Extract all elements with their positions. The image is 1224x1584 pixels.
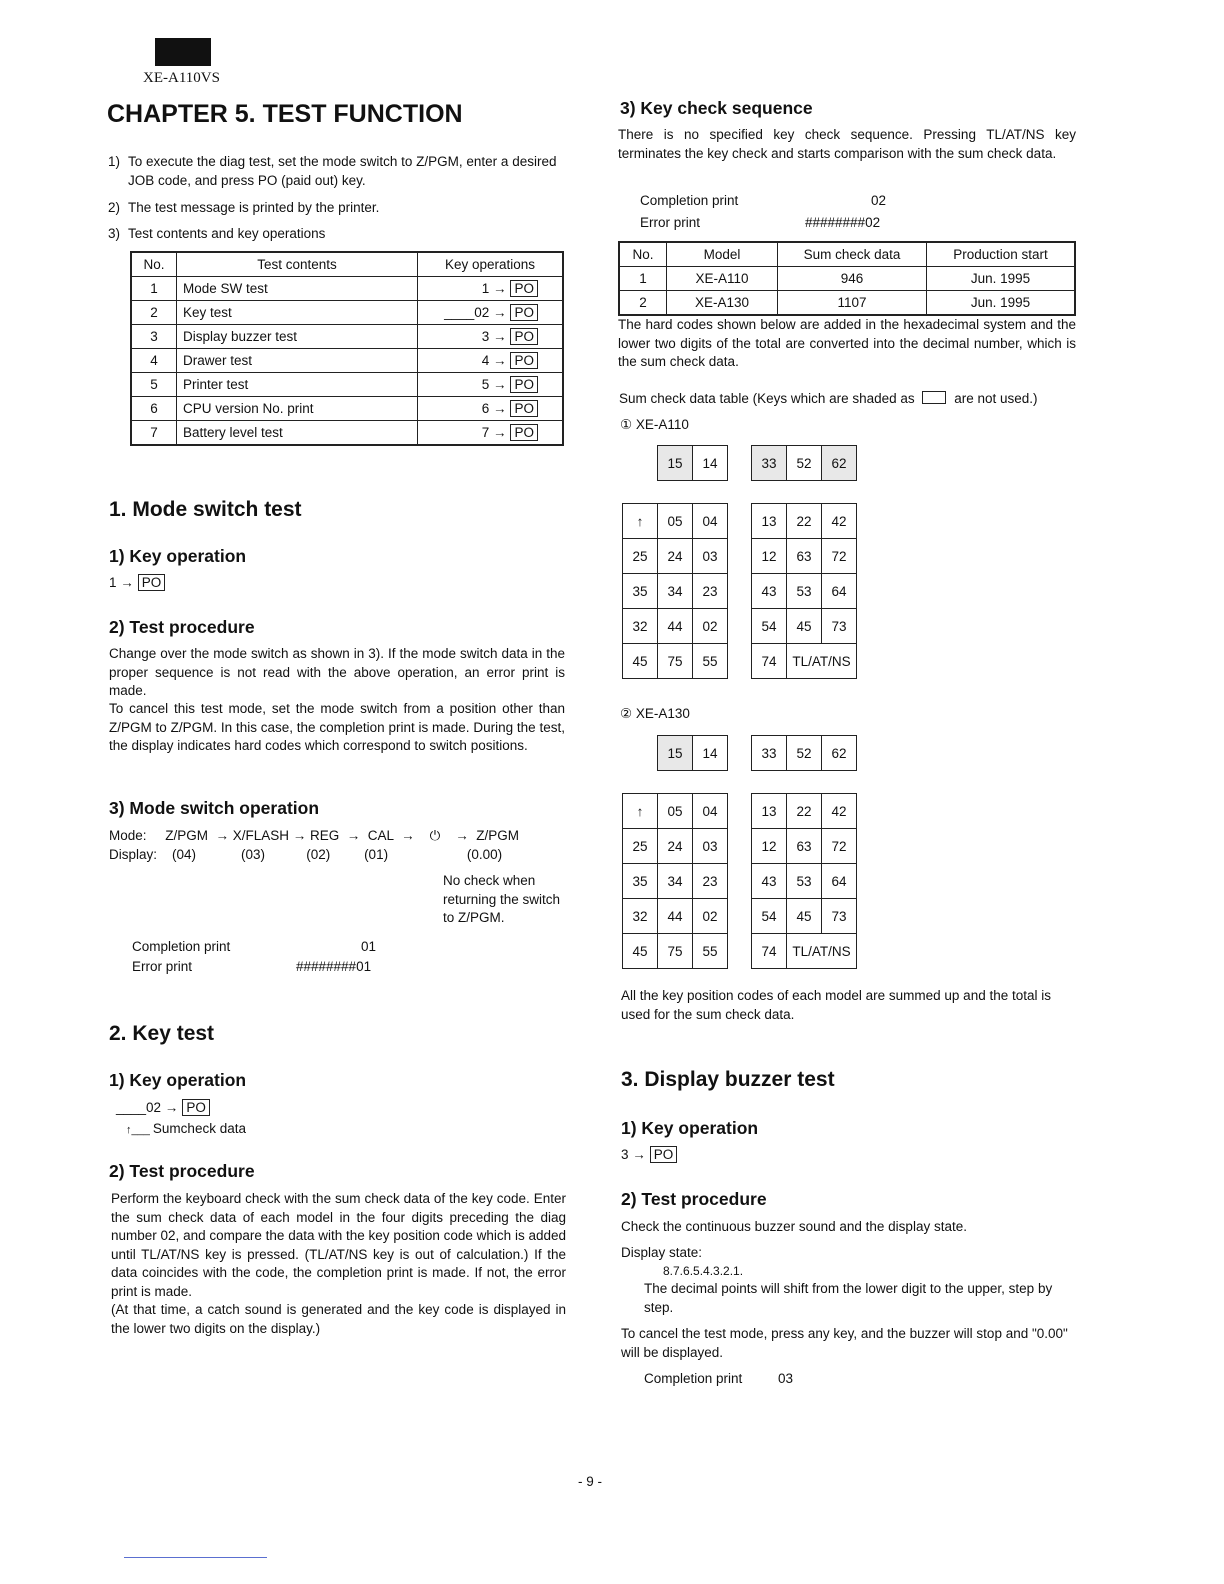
key-grid [657, 735, 728, 771]
s1-keyop [109, 574, 165, 593]
key-cell: 23 [693, 864, 728, 899]
table-row [131, 301, 563, 325]
s2-keyop-text: ____02 → [116, 1100, 179, 1115]
cell: 3 [131, 325, 177, 349]
cell: 6 [131, 397, 177, 421]
s3-proc-title: 2) Test procedure [621, 1189, 767, 1209]
s3-proc-text: Check the continuous buzzer sound and the display state. [621, 1219, 967, 1234]
s2b-text: There is no specified key check sequence. Pressing TL/AT/NS key terminates the key check and starts comparison with the sum check data. [618, 127, 1076, 161]
table-row [131, 397, 563, 421]
s1-mode-row: Mode: Z/PGM → X/FLASH → REG → CAL → ⏻ → Z/PGM [109, 828, 519, 843]
key-grid-row [623, 504, 728, 539]
cell: Mode SW test [177, 277, 418, 301]
bottom-rule [124, 1557, 267, 1558]
key-op-text: ____02 → [444, 305, 507, 320]
key-cell: 73 [822, 609, 857, 644]
table-header-row [131, 252, 563, 277]
model-table [618, 241, 1076, 316]
key-op-text: 1 → [481, 281, 507, 296]
cell [418, 325, 564, 349]
po-key: PO [510, 328, 538, 345]
po-key: PO [510, 352, 538, 369]
key-grid-row [623, 609, 728, 644]
s1-completion-label: Completion print [132, 939, 231, 954]
key-grid-row [623, 899, 728, 934]
key-grid [622, 503, 728, 679]
s3-keyop [621, 1146, 677, 1165]
key-cell: 13 [752, 504, 787, 539]
intro-item-3 [108, 225, 568, 244]
key-grid-row [658, 736, 728, 771]
key-cell: 25 [623, 539, 658, 574]
key-cell: 44 [658, 899, 693, 934]
key-cell: 54 [752, 899, 787, 934]
key-cell: 45 [623, 934, 658, 969]
cell: 946 [778, 267, 927, 291]
cell: 5 [131, 373, 177, 397]
logo-block [155, 38, 211, 66]
key-cell: 42 [822, 504, 857, 539]
key-cell: 74 [752, 644, 787, 679]
key-grid-row [623, 574, 728, 609]
key-cell: 64 [822, 574, 857, 609]
shade-swatch-icon [922, 391, 946, 404]
s2b-title: 3) Key check sequence [620, 98, 813, 118]
key-cell: 22 [787, 504, 822, 539]
po-key: PO [510, 424, 538, 441]
key-cell: 52 [787, 736, 822, 771]
s3-keyop-text: 3 → [621, 1147, 646, 1162]
s2b-error-label: Error print [640, 215, 701, 230]
col-sum: Sum check data [778, 242, 927, 267]
table-row [131, 349, 563, 373]
key-cell: 05 [658, 794, 693, 829]
key-grid-row [752, 539, 857, 574]
cell: XE-A110 [667, 267, 778, 291]
model1-label: ① XE-A110 [620, 417, 689, 432]
key-grid-row [752, 644, 857, 679]
key-grid-row [658, 446, 728, 481]
key-cell: 73 [822, 899, 857, 934]
po-key: PO [510, 304, 538, 321]
key-grid-row [623, 644, 728, 679]
table-row [619, 291, 1075, 316]
key-grid-row [752, 736, 857, 771]
cell [418, 421, 564, 446]
s2-keyop-title: 1) Key operation [109, 1070, 247, 1090]
key-cell: 15 [658, 736, 693, 771]
cell: 2 [619, 291, 667, 316]
key-cell: 34 [658, 574, 693, 609]
model2-label: ② XE-A130 [620, 706, 690, 721]
key-cell: 22 [787, 794, 822, 829]
model-header: XE-A110VS [143, 70, 220, 86]
key-cell: 05 [658, 504, 693, 539]
key-cell: 72 [822, 829, 857, 864]
key-op-text: 5 → [481, 377, 507, 392]
key-cell: 14 [693, 736, 728, 771]
s3-display-label: Display state: [621, 1245, 703, 1260]
cell: Drawer test [177, 349, 418, 373]
key-grid-row [752, 934, 857, 969]
po-key: PO [510, 376, 538, 393]
po-key: PO [510, 280, 538, 297]
table-row [131, 277, 563, 301]
chapter-title: CHAPTER 5. TEST FUNCTION [107, 100, 463, 128]
s1-note: No check when returning the switch to Z/PGM. [443, 873, 561, 925]
intro-item-2 [108, 199, 568, 218]
model2-keys [622, 735, 862, 975]
key-cell: 23 [693, 574, 728, 609]
col-keys: Key operations [418, 252, 564, 277]
intro-item-1-text: To execute the diag test, set the mode switch to Z/PGM, enter a desired JOB code, and press PO (paid out) key. [128, 154, 557, 188]
key-grid [751, 735, 857, 771]
key-cell: 02 [693, 609, 728, 644]
key-cell: 13 [752, 794, 787, 829]
s3-shift-text: The decimal points will shift from the lower digit to the upper, step by step. [644, 1281, 1053, 1315]
s2b-completion-value: 02 [871, 193, 887, 208]
col-no: No. [619, 242, 667, 267]
cell: 1 [619, 267, 667, 291]
po-key: PO [182, 1099, 210, 1116]
key-grid-row [752, 609, 857, 644]
key-cell: 63 [787, 539, 822, 574]
key-cell: 54 [752, 609, 787, 644]
s3-completion-value: 03 [778, 1371, 794, 1386]
key-cell: 04 [693, 794, 728, 829]
key-cell: 25 [623, 829, 658, 864]
key-grid-row [623, 934, 728, 969]
cell: Display buzzer test [177, 325, 418, 349]
key-grid-row [752, 446, 857, 481]
key-cell: 62 [822, 446, 857, 481]
key-grid-row [752, 899, 857, 934]
s2-proc-title: 2) Test procedure [109, 1161, 255, 1181]
key-grid-row [752, 504, 857, 539]
key-grid-row [752, 829, 857, 864]
s1-title: 1. Mode switch test [109, 498, 302, 521]
page-number: - 9 - [578, 1474, 603, 1489]
cell: Battery level test [177, 421, 418, 446]
s1-keyop-text: 1 → [109, 575, 134, 590]
intro-item-2-text: The test message is printed by the printer. [128, 200, 380, 215]
key-grid-row [623, 829, 728, 864]
s2-proc-text2: (At that time, a catch sound is generated and the key code is displayed in the lower two digits on the display.) [111, 1302, 566, 1336]
intro-item-3-num: 3) [108, 226, 121, 241]
key-cell: 55 [693, 934, 728, 969]
key-cell: 63 [787, 829, 822, 864]
s1-completion-value: 01 [361, 939, 377, 954]
s3-display-value: 8.7.6.5.4.3.2.1. [663, 1264, 744, 1278]
table-note-b: are not used.) [954, 391, 1038, 406]
key-op-text: 4 → [481, 353, 507, 368]
test-table [130, 251, 564, 446]
table-header-row [619, 242, 1075, 267]
key-grid-row [623, 864, 728, 899]
summary-text: All the key position codes of each model are summed up and the total is used for the sum check data. [621, 988, 1051, 1022]
s2b-completion-label: Completion print [640, 193, 739, 208]
table-note [619, 390, 1038, 409]
key-cell: 45 [623, 644, 658, 679]
key-cell: 75 [658, 644, 693, 679]
po-key: PO [510, 400, 538, 417]
key-cell: 72 [822, 539, 857, 574]
s2-sumcheck-label: Sumcheck data [152, 1121, 246, 1136]
cell: Key test [177, 301, 418, 325]
cell: 7 [131, 421, 177, 446]
key-cell: 43 [752, 574, 787, 609]
key-cell: 12 [752, 539, 787, 574]
key-cell: 24 [658, 829, 693, 864]
s2b-error-value: ########02 [805, 215, 881, 230]
key-cell: 55 [693, 644, 728, 679]
key-grid [751, 793, 857, 969]
s1-keyop-title: 1) Key operation [109, 546, 247, 566]
s3-completion-label: Completion print [644, 1371, 743, 1386]
cell [418, 301, 564, 325]
s1-display-row: Display: (04) (03) (02) (01) (0.00) [109, 847, 503, 862]
key-op-text: 7 → [481, 425, 507, 440]
key-cell: 35 [623, 864, 658, 899]
key-cell: 03 [693, 829, 728, 864]
model1-keys [622, 445, 862, 685]
po-key: PO [138, 574, 166, 591]
s2-keyop [116, 1099, 210, 1118]
key-cell: 52 [787, 446, 822, 481]
key-grid [622, 793, 728, 969]
intro-item-2-num: 2) [108, 200, 121, 215]
key-grid-row [623, 794, 728, 829]
key-cell: 32 [623, 609, 658, 644]
po-key: PO [650, 1146, 678, 1163]
key-grid-row [752, 574, 857, 609]
key-cell: TL/AT/NS [787, 934, 857, 969]
table-row [131, 373, 563, 397]
cell: 1107 [778, 291, 927, 316]
col-start: Production start [927, 242, 1076, 267]
s1-error-label: Error print [132, 959, 193, 974]
s1-error-value: ########01 [296, 959, 372, 974]
key-cell: 35 [623, 574, 658, 609]
key-cell: 15 [658, 446, 693, 481]
s2-sumcheck [126, 1120, 246, 1140]
key-grid [751, 503, 857, 679]
cell: 1 [131, 277, 177, 301]
key-grid [751, 445, 857, 481]
cell [418, 277, 564, 301]
key-grid-row [623, 539, 728, 574]
cell [418, 373, 564, 397]
key-cell: 62 [822, 736, 857, 771]
key-grid [657, 445, 728, 481]
cell: Jun. 1995 [927, 267, 1076, 291]
key-op-text: 6 → [481, 401, 507, 416]
key-cell: 04 [693, 504, 728, 539]
s1-op-title: 3) Mode switch operation [109, 798, 320, 818]
key-cell: 45 [787, 609, 822, 644]
key-grid-row [752, 864, 857, 899]
key-cell: 03 [693, 539, 728, 574]
col-no: No. [131, 252, 177, 277]
table-row [131, 325, 563, 349]
key-grid-row [752, 794, 857, 829]
table-note-a: Sum check data table (Keys which are shaded as [619, 391, 915, 406]
cell: CPU version No. print [177, 397, 418, 421]
key-cell: 14 [693, 446, 728, 481]
key-cell: 32 [623, 899, 658, 934]
cell: 2 [131, 301, 177, 325]
intro-item-1-num: 1) [108, 154, 121, 169]
s3-title: 3. Display buzzer test [621, 1068, 835, 1091]
s1-proc-text: Change over the mode switch as shown in 3). If the mode switch data in the proper sequence is not read with the above operation, an error print is made. [109, 646, 565, 698]
key-cell: 74 [752, 934, 787, 969]
intro-item-1 [108, 153, 568, 190]
s2-title: 2. Key test [109, 1022, 215, 1045]
key-cell: 33 [752, 446, 787, 481]
key-cell: ↑ [623, 794, 658, 829]
s3-cancel-text: To cancel the test mode, press any key, and the buzzer will stop and "0.00" will be displayed. [621, 1326, 1068, 1360]
key-cell: TL/AT/NS [787, 644, 857, 679]
col-contents: Test contents [177, 252, 418, 277]
key-op-text: 3 → [481, 329, 507, 344]
s1-proc-text2: To cancel this test mode, set the mode switch from a position other than Z/PGM to Z/PGM. In this case, the completion print is made. During the test, the display indicates hard codes which correspond to switch positions. [109, 701, 565, 753]
cell [418, 349, 564, 373]
cell: Jun. 1995 [927, 291, 1076, 316]
cell [418, 397, 564, 421]
col-model: Model [667, 242, 778, 267]
hard-codes-text: The hard codes shown below are added in the hexadecimal system and the lower two digits of the total are converted into the decimal number, which is the sum check data. [618, 317, 1076, 369]
key-cell: 42 [822, 794, 857, 829]
arrow-up-icon: ↑___ [126, 1124, 153, 1136]
table-row [131, 421, 563, 446]
cell: Printer test [177, 373, 418, 397]
s1-proc-title: 2) Test procedure [109, 617, 255, 637]
key-cell: 12 [752, 829, 787, 864]
key-cell: 44 [658, 609, 693, 644]
key-cell: 75 [658, 934, 693, 969]
key-cell: 64 [822, 864, 857, 899]
s2-proc-text: Perform the keyboard check with the sum check data of the key code. Enter the sum check data of each model in the four digits preceding the diag number 02, and compare the data with the key position code which is added until TL/AT/NS key is pressed. (TL/AT/NS key is out of calculation.) If the data coincides with the code, the completion print is made. If not, the error print is made. [111, 1191, 566, 1299]
key-cell: 43 [752, 864, 787, 899]
cell: XE-A130 [667, 291, 778, 316]
key-cell: 24 [658, 539, 693, 574]
key-cell: 45 [787, 899, 822, 934]
key-cell: 53 [787, 864, 822, 899]
key-cell: ↑ [623, 504, 658, 539]
intro-item-3-text: Test contents and key operations [128, 226, 326, 241]
s3-keyop-title: 1) Key operation [621, 1118, 759, 1138]
key-cell: 02 [693, 899, 728, 934]
key-cell: 33 [752, 736, 787, 771]
table-row [619, 267, 1075, 291]
key-cell: 53 [787, 574, 822, 609]
cell: 4 [131, 349, 177, 373]
key-cell: 34 [658, 864, 693, 899]
